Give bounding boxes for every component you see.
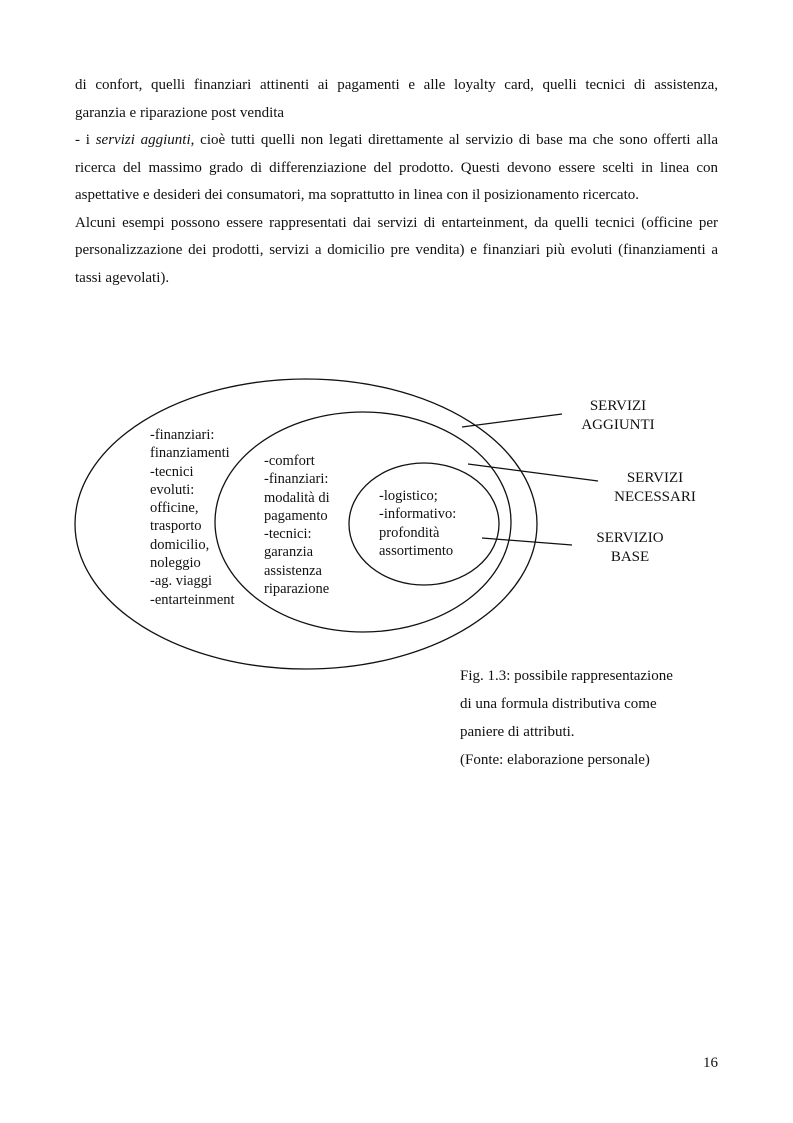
text-line: garanzia e riparazione post vendita bbox=[75, 104, 285, 121]
middle-ellipse bbox=[215, 412, 511, 632]
bullet-prefix: - i bbox=[75, 132, 96, 148]
figure-caption: Fig. 1.3: possibile rappresentazione di una formula distributiva come paniere di attributi. (Fonte: elaborazione personale) bbox=[460, 668, 673, 768]
pointer-line-aggiunti bbox=[462, 414, 562, 427]
outer-ring-text: -finanziari: finanziamenti -tecnici evoluti: officine, trasporto domicilio, noleggio -ag. viaggi -entarteinment bbox=[150, 427, 235, 608]
text-line: di confort, quelli finanziari attinenti ai pagamenti e alle loyalty card, quelli tecnici di assistenza, bbox=[75, 77, 718, 93]
pointer-line-necessari bbox=[468, 464, 598, 481]
page-number: 16 bbox=[703, 1055, 718, 1071]
middle-ring-text: -comfort -finanziari: modalità di pagamento -tecnici: garanzia assistenza riparazione bbox=[264, 453, 330, 598]
inner-ring-text: -logistico; -informativo: profondità assortimento bbox=[379, 488, 457, 559]
bullet-text: , cioè tutti quelli non legati direttamente al servizio di base ma che sono offerti alla ricerca del massimo grado di differenziazione del prodotto. Questi devono essere scelti in linea con aspettative e desideri dei consumatori, ma soprattutto in linea con il posizionamento ricercato. bbox=[75, 132, 718, 203]
bullet-paragraph bbox=[75, 127, 718, 210]
emphasis-term: servizi aggiunti bbox=[95, 132, 191, 148]
label-servizi-necessari: SERVIZI NECESSARI bbox=[614, 470, 696, 505]
body-text bbox=[75, 72, 718, 292]
label-servizi-aggiunti: SERVIZI AGGIUNTI bbox=[581, 398, 655, 433]
examples-paragraph: Alcuni esempi possono essere rappresentati dai servizi di entarteinment, da quelli tecnici (officine per personalizzazione dei prodotti, servizi a domicilio pre vendita) e finanziari più evoluti (finanziamenti a tassi agevolati). bbox=[75, 214, 718, 286]
label-servizio-base: SERVIZIO BASE bbox=[596, 530, 664, 565]
